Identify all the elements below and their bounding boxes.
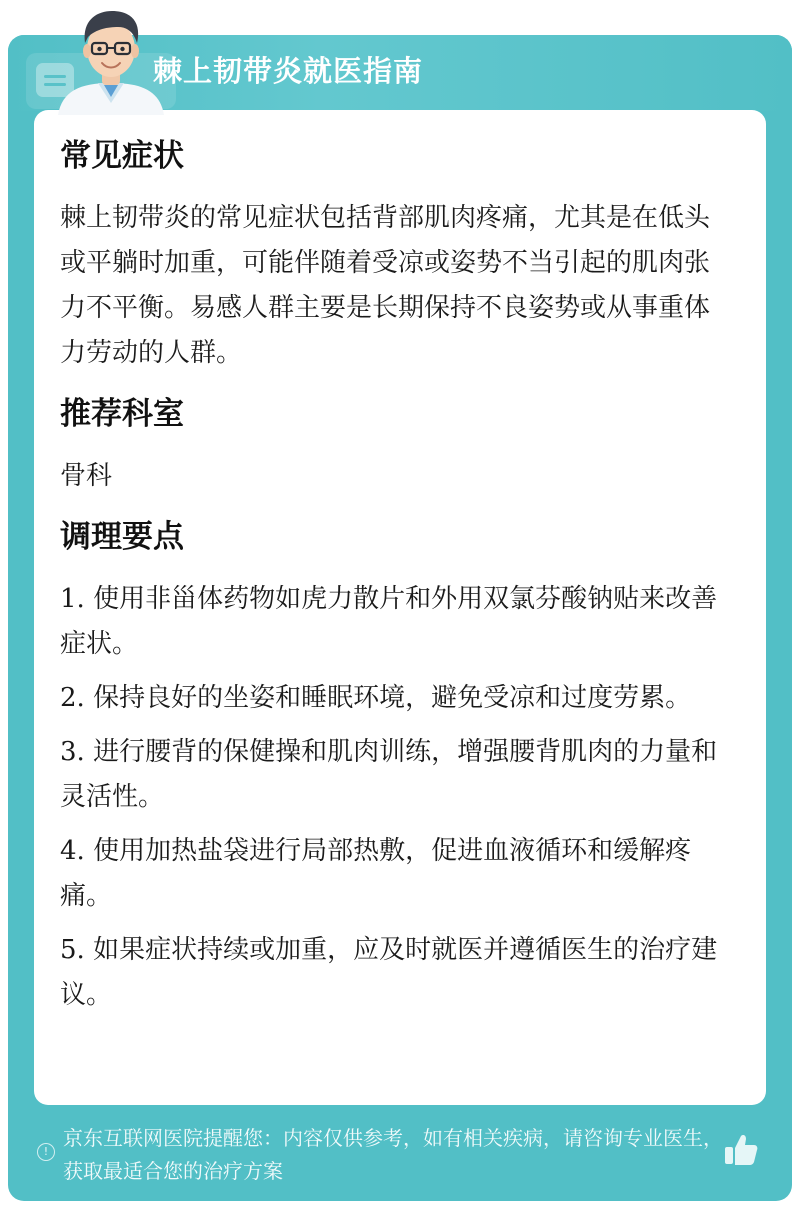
list-item-text: 进行腰背的保健操和肌肉训练，增强腰背肌肉的力量和灵活性。 <box>60 737 718 812</box>
list-item-text: 使用加热盐袋进行局部热敷，促进血液循环和缓解疼痛。 <box>60 836 692 911</box>
list-item-text: 如果症状持续或加重，应及时就医并遵循医生的治疗建议。 <box>60 935 718 1010</box>
section-title-department: 推荐科室 <box>60 396 184 432</box>
list-item <box>60 829 732 919</box>
list-item-number: 2. <box>60 683 85 713</box>
info-icon: ! <box>37 1143 55 1161</box>
doctor-avatar-icon <box>52 3 170 115</box>
list-item-text: 使用非甾体药物如虎力散片和外用双氯芬酸钠贴来改善症状。 <box>60 584 718 659</box>
section-title-care: 调理要点 <box>60 519 184 555</box>
list-item-number: 3. <box>60 737 85 767</box>
care-list <box>60 577 732 1018</box>
list-item <box>60 730 732 820</box>
list-item <box>60 577 732 667</box>
guide-card-frame <box>8 35 792 1201</box>
disclaimer-text: 京东互联网医院提醒您：内容仅供参考，如有相关疾病，请咨询专业医生，获取最适合您的治疗方案 <box>63 1126 723 1183</box>
department-text: 骨科 <box>60 461 113 491</box>
disclaimer-footer <box>8 1115 792 1201</box>
symptoms-text: 棘上韧带炎的常见症状包括背部肌肉疼痛，尤其是在低头或平躺时加重，可能伴随着受凉或姿势不当引起的肌肉张力不平衡。易感人群主要是长期保持不良姿势或从事重体力劳动的人群。 <box>60 203 711 368</box>
list-item-text: 保持良好的坐姿和睡眠环境，避免受凉和过度劳累。 <box>93 683 692 713</box>
list-item <box>60 928 732 1018</box>
content-card <box>34 110 766 1105</box>
page-title: 棘上韧带炎就医指南 <box>153 54 424 88</box>
section-title-symptoms: 常见症状 <box>60 138 184 174</box>
content-body <box>60 132 732 1027</box>
list-item-number: 1. <box>60 584 85 614</box>
list-item-number: 4. <box>60 836 85 866</box>
list-item <box>60 676 732 721</box>
thumbs-up-icon[interactable] <box>722 1131 760 1169</box>
list-item-number: 5. <box>60 935 85 965</box>
